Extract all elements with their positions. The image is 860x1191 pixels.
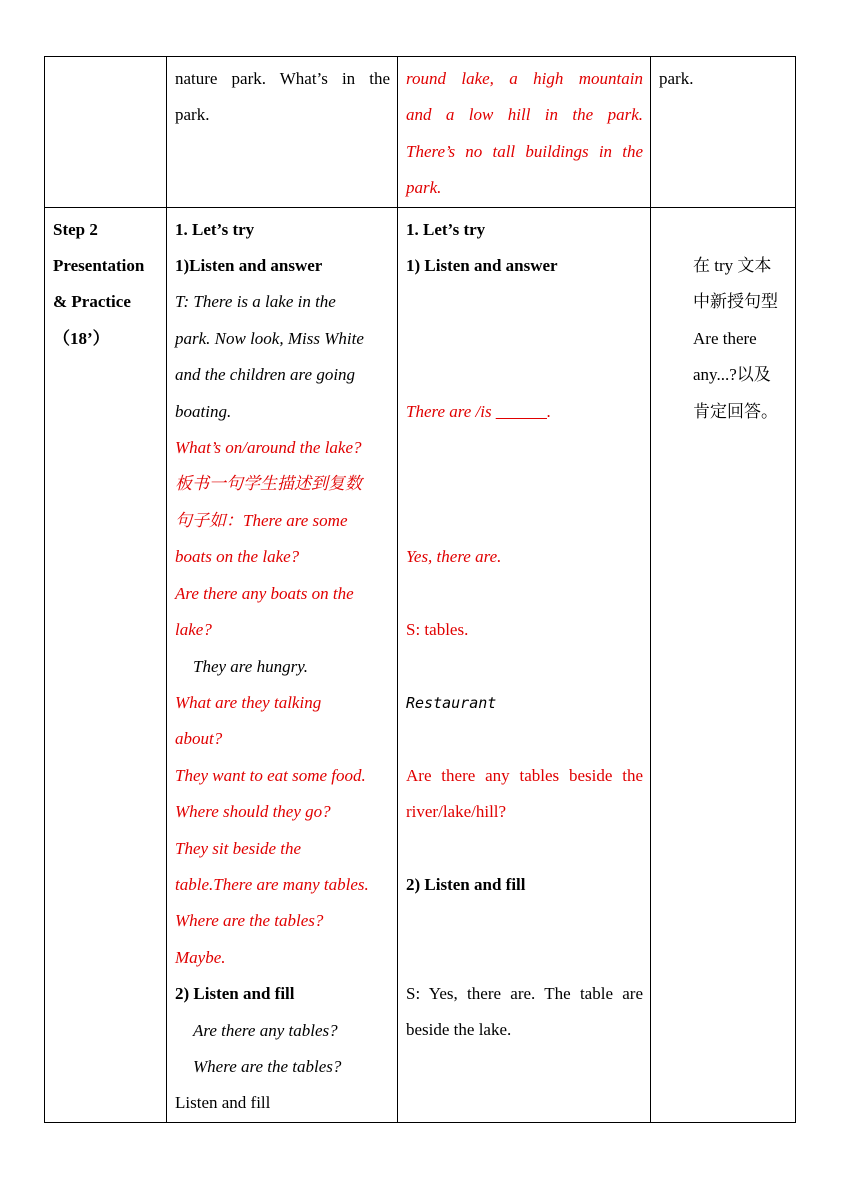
text-line [406, 394, 643, 430]
text-line: S: Yes, there are. The table are [406, 983, 643, 1003]
text-line: boating. [175, 401, 232, 421]
text-line: They sit beside the [175, 838, 302, 858]
student-activity-cell [398, 207, 651, 1122]
text-line: Are there any boats on the [175, 583, 354, 603]
text-line: nature park. What’s in the [175, 69, 390, 88]
text-line: S: tables. [406, 619, 469, 639]
note-line: 中新授句型 [693, 292, 778, 312]
subsection-heading: 2) Listen and fill [175, 984, 295, 1004]
text-line: Are there any tables? [193, 1020, 338, 1040]
text-line: What are they talking [175, 692, 322, 712]
step-cell [45, 57, 167, 208]
subsection-heading: 1) Listen and answer [406, 256, 558, 276]
text-line: park. [175, 105, 210, 125]
text-line: table.There are many tables. [175, 874, 369, 894]
text-line: They are hungry. [193, 656, 309, 676]
note-line: 肯定回答。 [693, 401, 778, 421]
student-activity-cell [398, 57, 651, 208]
text-line: Restaurant [406, 693, 497, 712]
table-row [45, 57, 796, 208]
text-line: Where are the tables? [175, 911, 324, 931]
text-line: Where are the tables? [193, 1056, 342, 1076]
text-line: round lake, a high mountain [406, 69, 643, 88]
teacher-activity-cell [167, 57, 398, 208]
section-heading: 1. Let’s try [175, 219, 255, 239]
text-line: Yes, there are. [406, 547, 502, 567]
text-line: and a low hill in the park. [406, 105, 643, 125]
note-line: 在 try 文本 [693, 256, 772, 276]
teacher-activity-cell [167, 207, 398, 1122]
text-line: boats on the lake? [175, 547, 300, 567]
text-line: park. Now look, Miss White [175, 328, 364, 348]
purpose-cell [651, 207, 796, 1122]
text-fragment: There are /is [406, 401, 496, 421]
text-line: What’s on/around the lake? [175, 438, 362, 458]
note-line: any...?以及 [693, 365, 771, 385]
text-line: Are there any tables beside the [406, 765, 643, 785]
step-title: Step 2 [53, 219, 98, 239]
lesson-plan-table [44, 56, 796, 1123]
table-row [45, 207, 796, 1122]
text-line: and the children are going [175, 365, 356, 385]
text-line: about? [175, 729, 223, 749]
section-heading: 1. Let’s try [406, 219, 486, 239]
text-line: beside the lake. [406, 1020, 512, 1040]
step-stage: & Practice [53, 292, 131, 312]
text-line: lake? [175, 620, 212, 640]
text-line: 句子如：There are some [175, 510, 348, 530]
text-line: They want to eat some food. [175, 765, 366, 785]
text-line: There’s no tall buildings in the [406, 141, 643, 161]
text-line: park. [406, 178, 442, 198]
purpose-cell [651, 57, 796, 208]
text-line: park. [659, 69, 694, 88]
text-line: 板书一句学生描述到复数 [175, 474, 362, 494]
step-duration: （18’） [53, 328, 110, 348]
text-fragment: . [546, 401, 552, 421]
text-line: Where should they go? [175, 802, 331, 822]
text-line: T: There is a lake in the [175, 292, 336, 312]
step-cell [45, 207, 167, 1122]
text-line: Listen and fill [175, 1093, 271, 1113]
text-line: Maybe. [175, 947, 226, 967]
subsection-heading: 2) Listen and fill [406, 874, 526, 894]
step-stage: Presentation [53, 256, 145, 276]
subsection-heading: 1)Listen and answer [175, 256, 323, 276]
fill-blank: ______ [495, 401, 547, 421]
text-line: river/lake/hill? [406, 801, 507, 821]
note-line: Are there [693, 328, 757, 348]
